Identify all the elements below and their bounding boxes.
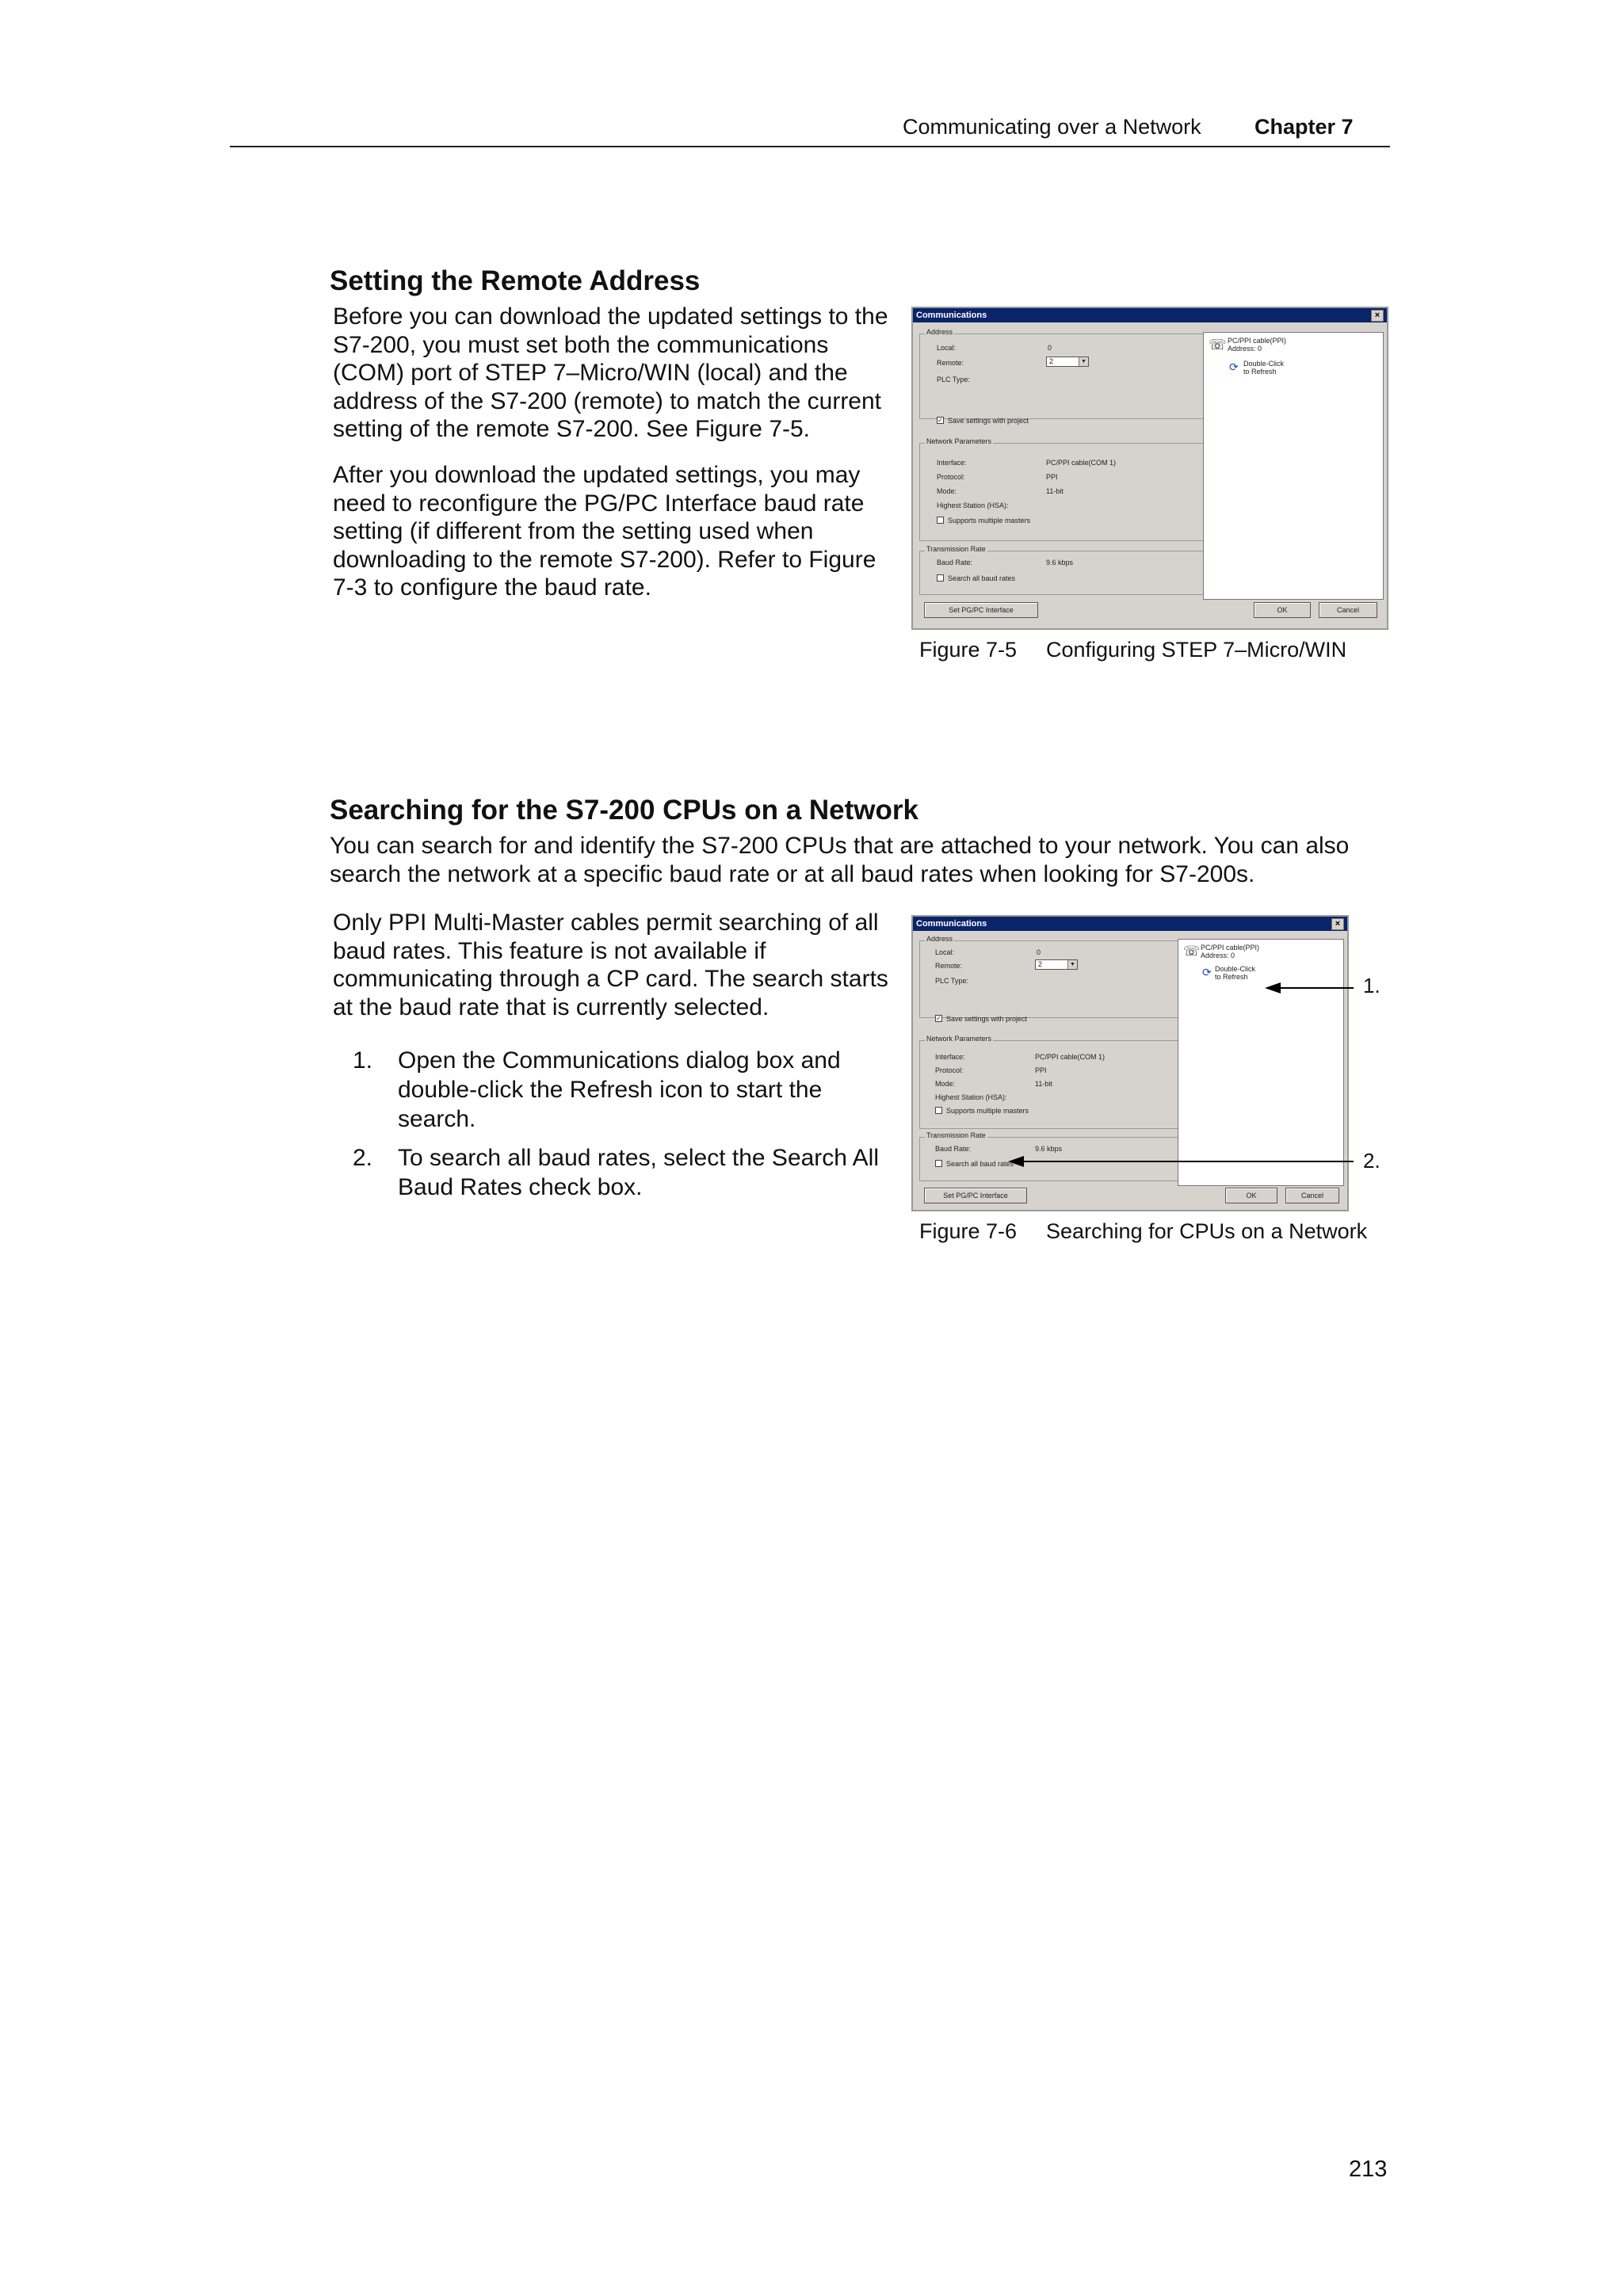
hsa-label: Highest Station (HSA):: [935, 1093, 1007, 1101]
close-icon[interactable]: ×: [1331, 918, 1344, 930]
remote-label: Remote:: [935, 962, 963, 970]
mode-value: 11-bit: [1046, 487, 1064, 495]
mode-label: Mode:: [937, 487, 957, 495]
cable-icon: ☏: [1183, 944, 1201, 959]
cancel-button[interactable]: Cancel: [1285, 1188, 1339, 1203]
address-group-label: Address: [926, 328, 953, 336]
dialog-title: Communications: [913, 917, 1347, 931]
figure-label: Figure 7-6: [919, 1219, 1018, 1243]
plc-type-label: PLC Type:: [935, 977, 968, 985]
step-text: Open the Communications dialog box and double-click the Refresh icon to start the search.: [398, 1047, 841, 1132]
step-number: 1.: [352, 1047, 372, 1074]
local-value: 0: [1037, 948, 1041, 956]
refresh-icon[interactable]: ⟳: [1229, 360, 1239, 373]
step-text: To search all baud rates, select the Search All Baud Rates check box.: [398, 1145, 880, 1200]
save-settings-checkbox[interactable]: ✓: [936, 1015, 941, 1022]
protocol-value: PPI: [1035, 1066, 1047, 1074]
mode-label: Mode:: [935, 1080, 956, 1088]
arrowhead-1: [1265, 982, 1281, 994]
hsa-label: Highest Station (HSA):: [937, 502, 1009, 509]
network-parameters-label: Network Parameters: [926, 1035, 992, 1043]
interface-value: PC/PPI cable(COM 1): [1046, 459, 1117, 467]
ok-button[interactable]: OK: [1225, 1188, 1277, 1203]
save-settings-checkbox[interactable]: ✓: [938, 417, 943, 424]
multiple-masters-label: Supports multiple masters: [948, 517, 1031, 524]
section-heading-remote-address: Setting the Remote Address: [330, 265, 701, 296]
arrowhead-2: [1008, 1156, 1024, 1167]
refresh-icon[interactable]: ⟳: [1202, 966, 1212, 978]
tree-address-label: Address: 0: [1228, 345, 1262, 353]
tree-address-label: Address: 0: [1201, 952, 1235, 959]
tree-refresh-label-2: to Refresh: [1215, 973, 1248, 981]
figure-caption-text: Configuring STEP 7–Micro/WIN: [1046, 638, 1347, 662]
running-header-chapter: Chapter 7: [1254, 115, 1354, 139]
figure-label: Figure 7-5: [919, 638, 1018, 662]
cable-icon: ☏: [1209, 337, 1227, 353]
interface-label: Interface:: [937, 459, 967, 467]
set-pgpc-interface-button[interactable]: Set PG/PC Interface: [924, 602, 1038, 618]
body-paragraph: You can search for and identify the S7-200 CPUs that are attached to your network. You can also search the network at a specific baud rate or at all baud rates when looking for S7-200s.: [330, 833, 1350, 887]
figure-caption-text: Searching for CPUs on a Network: [1046, 1219, 1368, 1243]
page-number: 213: [1349, 2157, 1388, 2182]
mode-value: 11-bit: [1035, 1080, 1052, 1088]
ok-button[interactable]: OK: [1254, 602, 1311, 618]
multiple-masters-label: Supports multiple masters: [946, 1107, 1029, 1115]
tree-refresh-label-2: to Refresh: [1243, 368, 1277, 376]
save-settings-label: Save settings with project: [948, 417, 1029, 425]
body-paragraph: After you download the updated settings, you may need to reconfigure the PG/PC Interface baud rate setting (if different from the setting used when downloading to the remote S7-200). Refer to Figure 7-3 to configure the baud rate.: [333, 462, 876, 601]
chevron-down-icon: ▼: [1079, 357, 1088, 366]
search-all-baud-label: Search all baud rates: [948, 574, 1016, 582]
transmission-rate-label: Transmission Rate: [926, 1131, 986, 1139]
plc-type-label: PLC Type:: [937, 376, 970, 383]
remote-address-value: 2: [1049, 357, 1054, 365]
tree-refresh-label-1: Double-Click: [1243, 360, 1285, 368]
save-settings-label: Save settings with project: [946, 1015, 1028, 1023]
set-pgpc-interface-button[interactable]: Set PG/PC Interface: [924, 1188, 1027, 1203]
tree-refresh-label-1: Double-Click: [1215, 965, 1256, 973]
step-number: 2.: [352, 1145, 372, 1171]
dialog-title: Communications: [913, 308, 1387, 322]
baud-rate-value: 9.6 kbps: [1046, 559, 1074, 566]
interface-value: PC/PPI cable(COM 1): [1035, 1053, 1106, 1061]
close-icon[interactable]: ×: [1371, 310, 1384, 322]
local-label: Local:: [935, 948, 955, 956]
cancel-button[interactable]: Cancel: [1319, 602, 1377, 618]
running-header-section: Communicating over a Network: [903, 115, 1201, 139]
section-heading-searching: Searching for the S7-200 CPUs on a Network: [330, 795, 918, 826]
baud-rate-value: 9.6 kbps: [1035, 1145, 1063, 1153]
callout-label-2: 2.: [1363, 1149, 1381, 1173]
local-value: 0: [1048, 344, 1052, 352]
network-parameters-label: Network Parameters: [926, 437, 992, 445]
body-paragraph: Only PPI Multi-Master cables permit searching of all baud rates. This feature is not available if communicating through a CP card. The search starts at the baud rate that is currently selected.: [333, 910, 888, 1020]
remote-address-value: 2: [1038, 960, 1043, 968]
search-all-baud-label: Search all baud rates: [946, 1160, 1014, 1168]
body-paragraph: Before you can download the updated settings to the S7-200, you must set both the communications (COM) port of STEP 7–Micro/WIN (local) and the address of the S7-200 (remote) to match the current setting of the remote S7-200. See Figure 7-5.: [333, 303, 888, 442]
transmission-rate-label: Transmission Rate: [926, 545, 986, 553]
baud-rate-label: Baud Rate:: [937, 559, 973, 566]
callout-label-1: 1.: [1363, 974, 1381, 997]
address-group-label: Address: [926, 935, 953, 943]
tree-cable-label: PC/PPI cable(PPI): [1228, 337, 1287, 345]
protocol-label: Protocol:: [937, 473, 965, 481]
chevron-down-icon: ▼: [1067, 960, 1077, 969]
baud-rate-label: Baud Rate:: [935, 1145, 972, 1153]
figure-caption: [919, 1219, 1367, 1244]
tree-cable-label: PC/PPI cable(PPI): [1201, 944, 1260, 952]
local-label: Local:: [937, 344, 957, 352]
interface-label: Interface:: [935, 1053, 965, 1061]
protocol-value: PPI: [1046, 473, 1058, 481]
remote-label: Remote:: [937, 359, 964, 367]
protocol-label: Protocol:: [935, 1066, 964, 1074]
